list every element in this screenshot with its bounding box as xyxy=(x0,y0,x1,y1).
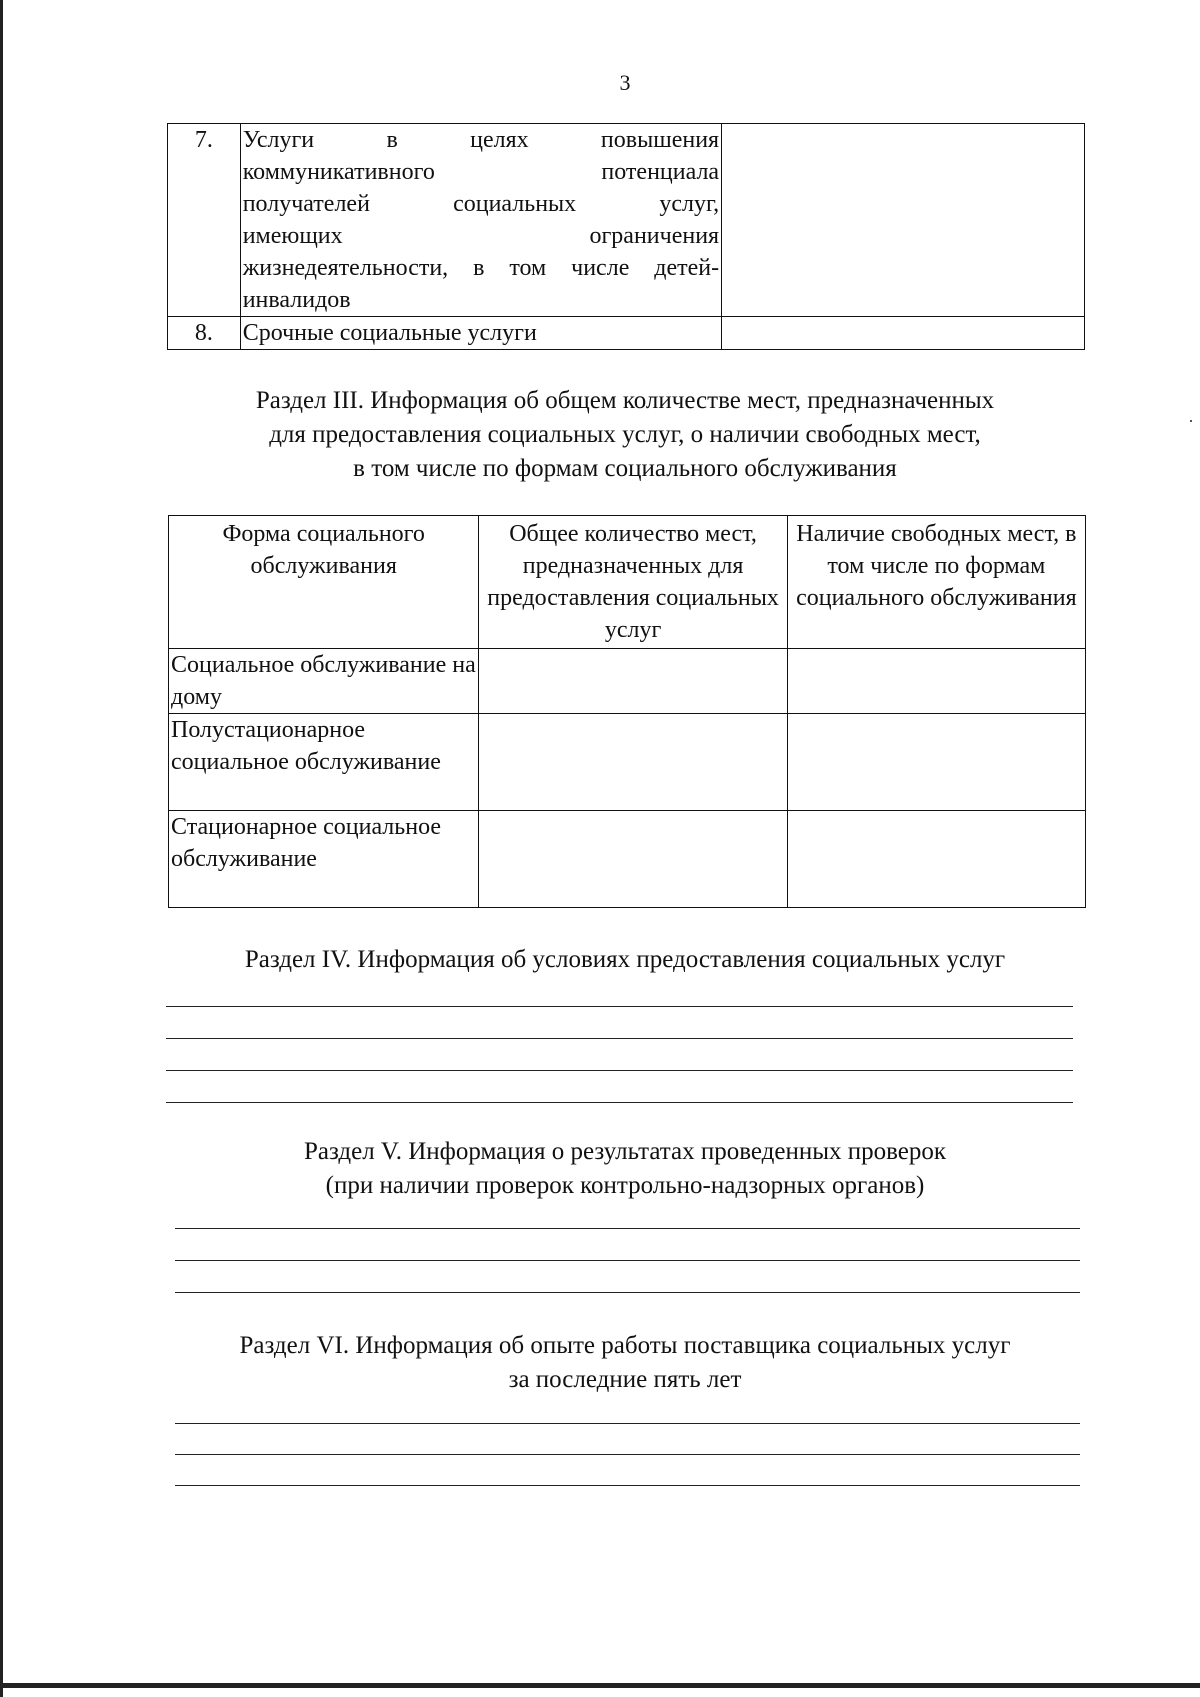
places-table xyxy=(168,515,1086,908)
service-value-cell xyxy=(722,317,1085,350)
total-places-cell xyxy=(479,649,787,714)
blank-fill-line xyxy=(166,1102,1073,1103)
blank-fill-line xyxy=(166,1038,1073,1039)
blank-fill-line xyxy=(175,1292,1080,1293)
scan-edge-left xyxy=(0,0,3,1697)
service-name xyxy=(240,124,721,317)
blank-fill-line xyxy=(175,1423,1080,1424)
blank-fill-line xyxy=(175,1485,1080,1486)
form-cell: Социальное обслуживание на дому xyxy=(169,649,479,714)
table-row xyxy=(168,317,1085,350)
section-title-line: (при наличии проверок контрольно-надзорных органов) xyxy=(325,1172,925,1199)
page-number: 3 xyxy=(619,70,631,95)
section-5-title xyxy=(150,1135,1100,1203)
service-name-line: коммуникативного потенциала xyxy=(242,159,720,185)
table-row xyxy=(169,811,1086,908)
table-row xyxy=(168,124,1085,317)
service-name-line: получателей социальных услуг, xyxy=(242,191,720,217)
table-row xyxy=(169,649,1086,714)
free-places-cell xyxy=(787,649,1085,714)
section-4-title: Раздел IV. Информация об условиях предоставления социальных услуг xyxy=(244,946,1006,973)
total-places-cell xyxy=(479,811,787,908)
total-places-cell xyxy=(479,714,787,811)
form-cell: Полустационарное социальное обслуживание xyxy=(169,714,479,811)
table-header-row xyxy=(169,516,1086,649)
service-name-line: Срочные социальные услуги xyxy=(242,320,537,346)
service-name-line: имеющих ограничения xyxy=(242,223,720,249)
section-title-line: за последние пять лет xyxy=(508,1366,742,1393)
row-number: 8. xyxy=(168,317,241,350)
free-places-cell xyxy=(787,714,1085,811)
row-number: 7. xyxy=(168,124,241,317)
blank-fill-line xyxy=(175,1454,1080,1455)
service-value-cell xyxy=(722,124,1085,317)
blank-fill-line xyxy=(166,1006,1073,1007)
column-header: Наличие свободных мест, в том числе по формам социального обслуживания xyxy=(787,516,1085,649)
column-header: Форма социального обслуживания xyxy=(169,516,479,649)
section-title-line: Раздел V. Информация о результатах проведенных проверок xyxy=(303,1138,947,1165)
section-3-title xyxy=(150,384,1100,486)
section-title-line: Раздел VI. Информация об опыте работы поставщика социальных услуг xyxy=(239,1332,1011,1359)
table-row xyxy=(169,714,1086,811)
scan-speck xyxy=(1190,420,1192,422)
service-name-line: Услуги в целях повышения xyxy=(242,127,720,153)
section-title-line: Раздел III. Информация об общем количестве мест, предназначенных xyxy=(255,387,995,414)
blank-fill-line xyxy=(175,1260,1080,1261)
section-title-line: в том числе по формам социального обслуживания xyxy=(353,455,897,482)
section-title-line: для предоставления социальных услуг, о наличии свободных мест, xyxy=(269,421,981,448)
services-table xyxy=(167,123,1085,350)
blank-fill-line xyxy=(175,1228,1080,1229)
scan-edge-bottom xyxy=(0,1683,1200,1688)
service-name-line: жизнедеятельности, в том числе детей- xyxy=(242,255,720,281)
blank-fill-line xyxy=(166,1070,1073,1071)
section-6-title xyxy=(150,1329,1100,1397)
free-places-cell xyxy=(787,811,1085,908)
form-cell: Стационарное социальное обслуживание xyxy=(169,811,479,908)
service-name-line: инвалидов xyxy=(242,287,351,313)
service-name xyxy=(240,317,721,350)
column-header: Общее количество мест, предназначенных для предоставления социальных услуг xyxy=(479,516,787,649)
